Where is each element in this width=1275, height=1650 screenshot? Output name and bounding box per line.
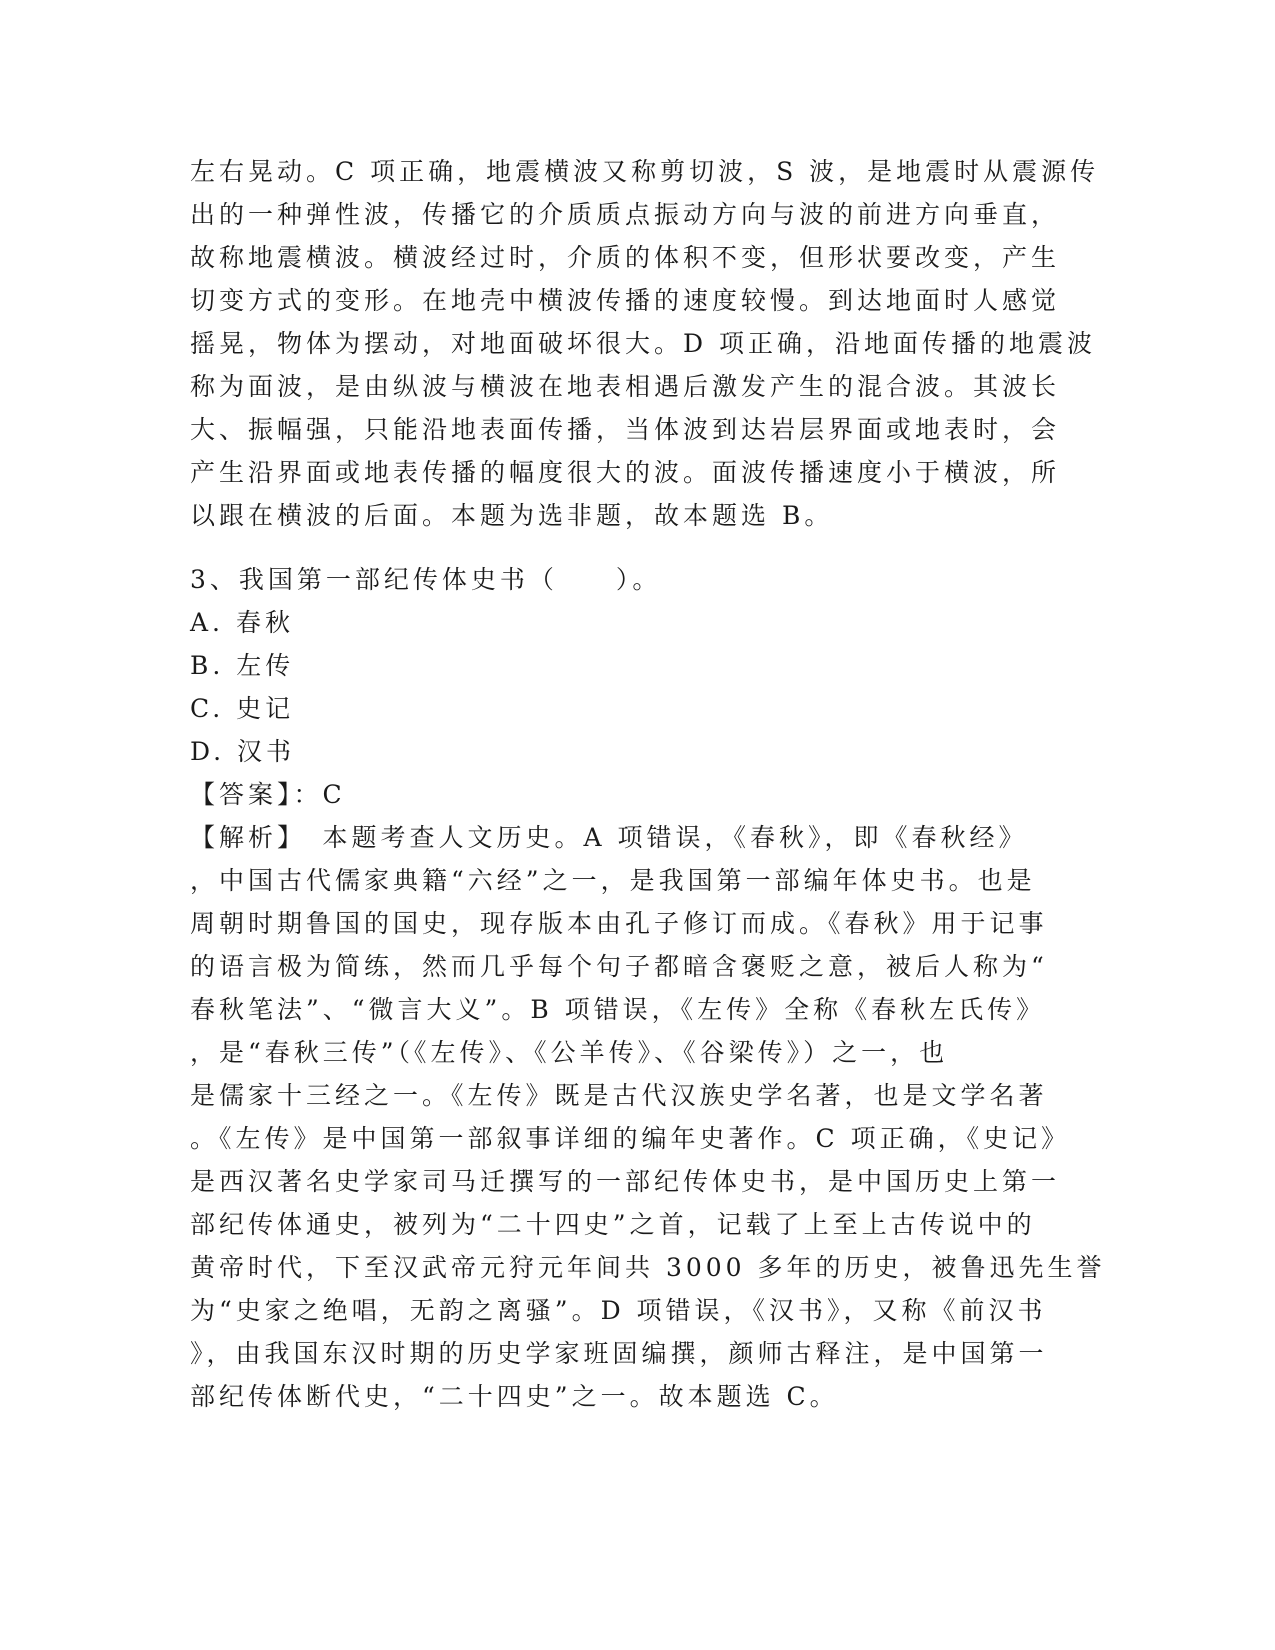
text-line: 左右晃动。C 项正确，地震横波又称剪切波，S 波，是地震时从震源传 (190, 157, 1100, 186)
analysis-line: ，中国古代儒家典籍“六经”之一，是我国第一部编年体史书。也是 (190, 866, 1036, 895)
analysis-line: ，是“春秋三传”（《左传》、《公羊传》、《谷梁传》）之一，也 (190, 1038, 949, 1067)
analysis-line: 部纪传体断代史，“二十四史”之一。故本题选 C。 (190, 1382, 839, 1411)
text-line: 以跟在横波的后面。本题为选非题，故本题选 B。 (190, 501, 834, 530)
analysis-line: 部纪传体通史，被列为“二十四史”之首，记载了上至上古传说中的 (190, 1210, 1036, 1239)
answer-line: 【答案】：C (190, 780, 346, 809)
question-stem: 3、我国第一部纪传体史书（ ）。 (190, 565, 662, 594)
text-line: 摇晃，物体为摆动，对地面破坏很大。D 项正确，沿地面传播的地震波 (190, 329, 1096, 358)
analysis-line: 周朝时期鲁国的国史，现存版本由孔子修订而成。《春秋》用于记事 (190, 909, 1048, 938)
option-a: A. 春秋 (190, 608, 294, 637)
analysis-line: 是西汉著名史学家司马迁撰写的一部纪传体史书，是中国历史上第一 (190, 1167, 1061, 1196)
text-line: 出的一种弹性波，传播它的介质质点振动方向与波的前进方向垂直， (190, 200, 1061, 229)
option-b: B. 左传 (190, 651, 295, 680)
analysis-line: 的语言极为简练，然而几乎每个句子都暗含褒贬之意，被后人称为“ (190, 952, 1048, 981)
analysis-line: 。《左传》是中国第一部叙事详细的编年史著作。C 项正确，《史记》 (190, 1124, 1071, 1153)
analysis-line: 春秋笔法”、“微言大义”。B 项错误，《左传》全称《春秋左氏传》 (190, 995, 1046, 1024)
previous-analysis-continuation (190, 150, 1100, 537)
text-line: 故称地震横波。横波经过时，介质的体积不变，但形状要改变，产生 (190, 243, 1061, 272)
text-line: 产生沿界面或地表传播的幅度很大的波。面波传播速度小于横波，所 (190, 458, 1061, 487)
analysis-line: 为“史家之绝唱，无韵之离骚”。D 项错误，《汉书》，又称《前汉书 (190, 1296, 1047, 1325)
text-line: 称为面波，是由纵波与横波在地表相遇后激发产生的混合波。其波长 (190, 372, 1061, 401)
analysis-line: 》，由我国东汉时期的历史学家班固编撰，颜师古释注，是中国第一 (190, 1339, 1048, 1368)
option-d: D. 汉书 (190, 737, 296, 766)
text-line: 大、振幅强，只能沿地表面传播，当体波到达岩层界面或地表时，会 (190, 415, 1061, 444)
analysis-line: 【解析】 本题考查人文历史。A 项错误，《春秋》，即《春秋经》 (190, 823, 1028, 852)
option-c: C. 史记 (190, 694, 295, 723)
analysis-line: 黄帝时代，下至汉武帝元狩元年间共 3000 多年的历史，被鲁迅先生誉 (190, 1253, 1106, 1282)
question-3 (190, 558, 1106, 1418)
text-line: 切变方式的变形。在地壳中横波传播的速度较慢。到达地面时人感觉 (190, 286, 1061, 315)
analysis-line: 是儒家十三经之一。《左传》既是古代汉族史学名著，也是文学名著 (190, 1081, 1048, 1110)
